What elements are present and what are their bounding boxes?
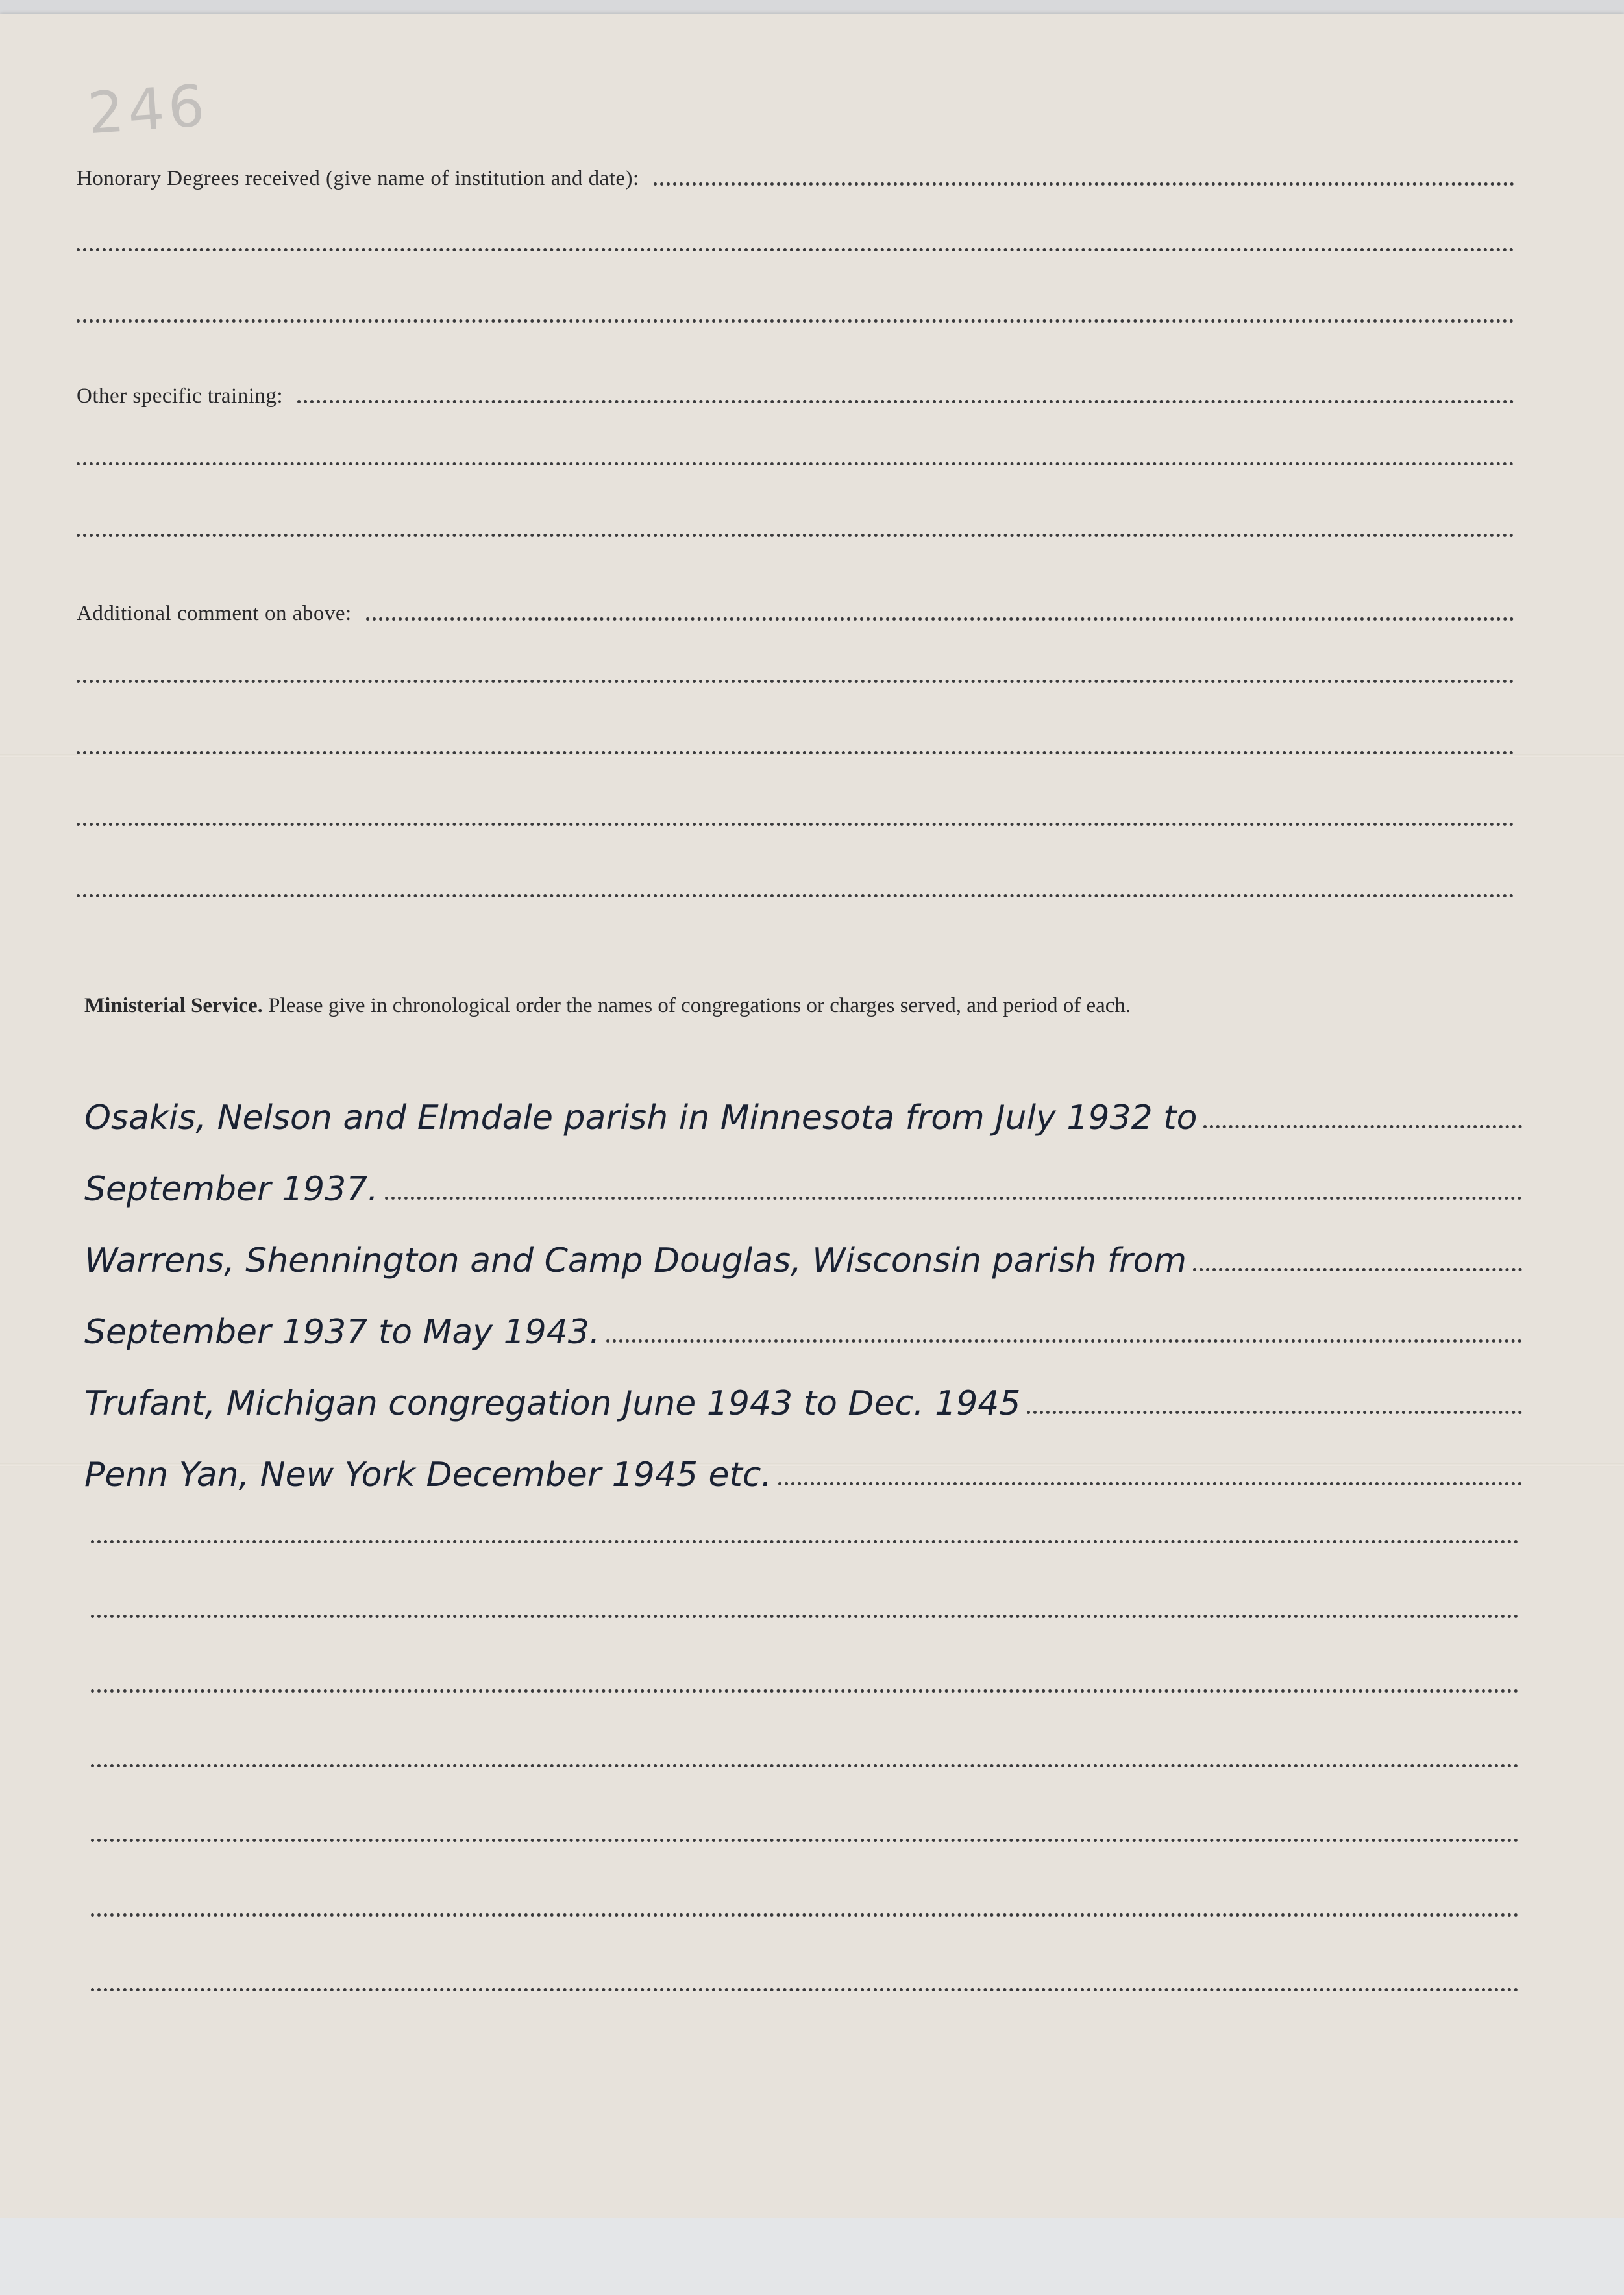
service-entry-line (84, 1313, 1522, 1352)
blank-line (77, 680, 1514, 688)
handwritten-entry: Warrens, Shennington and Camp Douglas, Wisconsin parish from (84, 1241, 1187, 1280)
handwritten-entry: Penn Yan, New York December 1945 etc. (84, 1456, 772, 1495)
ministerial-service-heading: Ministerial Service. (84, 994, 263, 1017)
other-training-row (77, 384, 1514, 408)
blank-line (77, 823, 1514, 831)
ministerial-service-instruction: Please give in chronological order the names of congregations or charges served, and period of each. (268, 994, 1131, 1017)
blank-line (91, 1540, 1519, 1548)
honorary-degrees-label: Honorary Degrees received (give name of institution and date): (77, 167, 639, 190)
blank-line (91, 1913, 1519, 1922)
blank-line (77, 751, 1514, 760)
service-entry-line (84, 1098, 1522, 1137)
scan-bottom-margin (0, 2218, 1624, 2295)
blank-line (91, 1988, 1519, 1996)
other-training-label: Other specific training: (77, 384, 284, 408)
honorary-degrees-row (77, 167, 1514, 191)
service-entry-line (84, 1456, 1522, 1495)
blank-line (91, 1689, 1519, 1698)
service-entry-line (84, 1241, 1522, 1280)
fill-line (654, 182, 1514, 186)
blank-line (91, 1839, 1519, 1847)
service-entry-line (84, 1170, 1522, 1209)
additional-comment-row (77, 602, 1514, 626)
blank-line (77, 248, 1514, 256)
form-page (0, 14, 1624, 2218)
blank-line (91, 1615, 1519, 1623)
pencil-page-number: 246 (85, 71, 211, 147)
service-entry-line (84, 1384, 1522, 1423)
fill-line (366, 617, 1514, 621)
ministerial-service-instructions (84, 982, 1512, 1030)
blank-line (77, 534, 1514, 542)
handwritten-entry: Osakis, Nelson and Elmdale parish in Minnesota from July 1932 to (84, 1098, 1198, 1137)
blank-line (77, 894, 1514, 902)
handwritten-entry: September 1937 to May 1943. (84, 1313, 600, 1352)
additional-comment-label: Additional comment on above: (77, 602, 352, 625)
blank-line (77, 319, 1514, 328)
fill-line (297, 400, 1514, 403)
handwritten-entry: Trufant, Michigan congregation June 1943 to Dec. 1945 (84, 1384, 1021, 1423)
blank-line (91, 1764, 1519, 1772)
blank-line (77, 462, 1514, 471)
handwritten-entry: September 1937. (84, 1170, 378, 1209)
